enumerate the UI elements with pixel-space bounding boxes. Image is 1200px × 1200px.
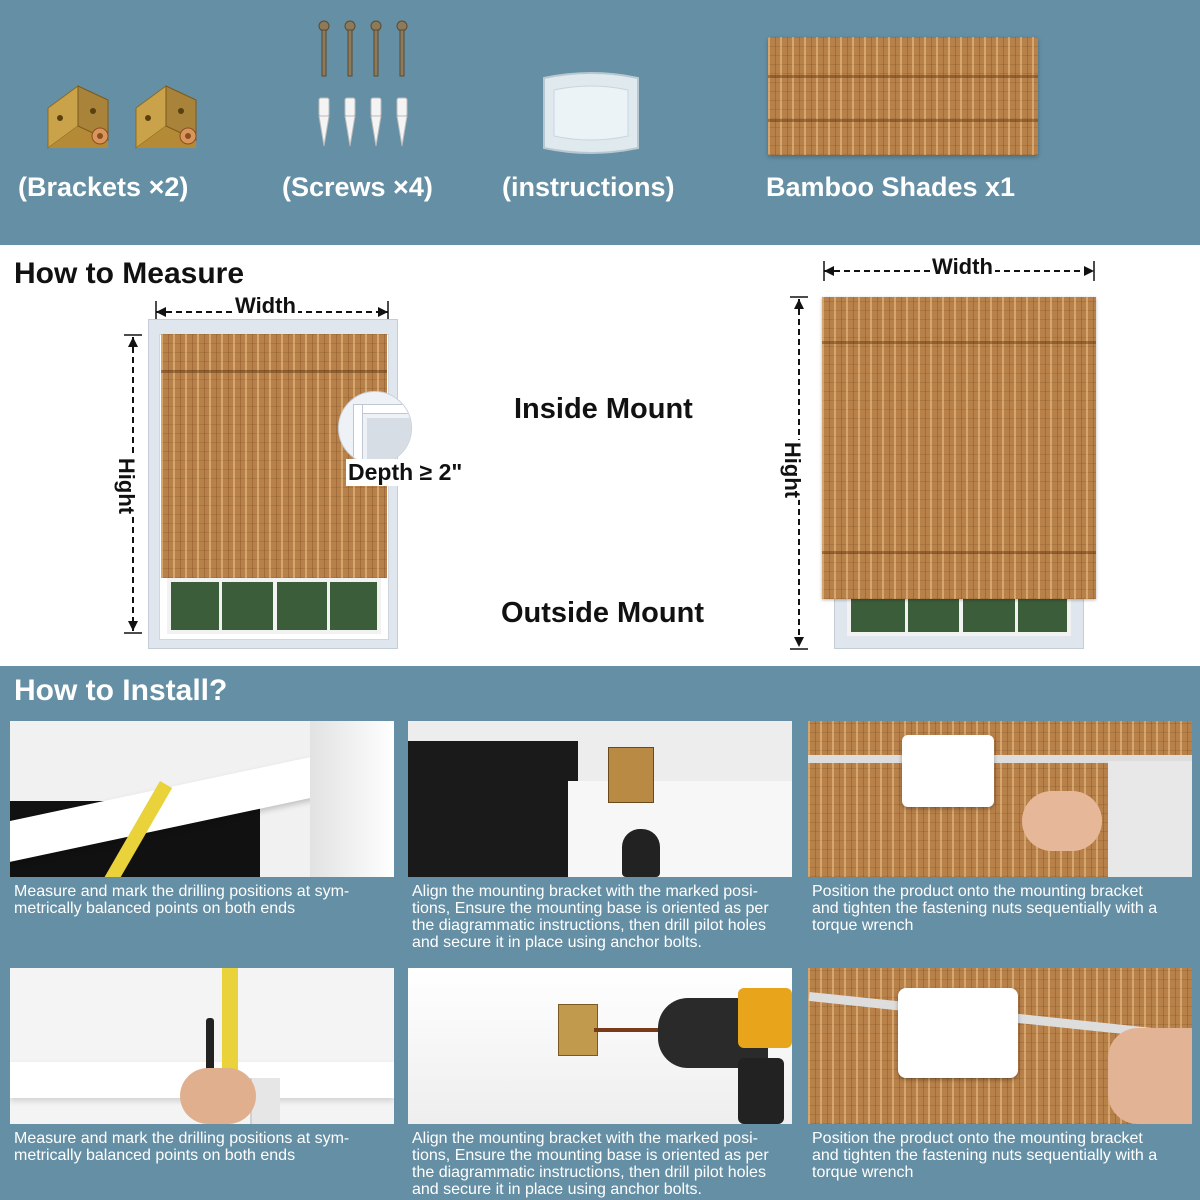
brackets-label: (Brackets ×2) (18, 172, 189, 202)
outside-shade-image (822, 297, 1096, 599)
step-1-caption: Measure and mark the drilling positions at sym- metrically balanced points on both ends (14, 883, 350, 917)
step-2-caption: Align the mounting bracket with the marked posi- tions, Ensure the mounting base is oriented as per the diagrammatic instructions, then drill pilot holes and secure it in place using anchor bolts. (412, 883, 769, 951)
step-6-photo (808, 968, 1192, 1124)
bracket-icon (38, 78, 208, 158)
parts-band (0, 0, 1200, 245)
instructions-label: (instructions) (502, 172, 675, 202)
tape-measure-icon (222, 968, 238, 1078)
inside-height-label: Hight (114, 457, 140, 515)
screws-label: (Screws ×4) (282, 172, 433, 202)
install-title: How to Install? (14, 674, 228, 707)
shade-label: Bamboo Shades x1 (766, 172, 1016, 202)
mount-clip-icon (902, 735, 994, 807)
hand-icon (1022, 791, 1102, 851)
measure-title: How to Measure (14, 257, 245, 290)
screws-icon (312, 20, 417, 150)
outside-width-label: Width (932, 254, 993, 279)
mount-clip-icon (898, 988, 1018, 1078)
step-3-caption: Position the product onto the mounting bracket and tighten the fastening nuts sequentially with a torque wrench (812, 883, 1158, 934)
bracket-icon (608, 747, 654, 803)
outside-mount-label: Outside Mount (501, 597, 704, 629)
hand-icon (1108, 1028, 1192, 1124)
measure-section (0, 245, 1200, 666)
step-5-caption: Align the mounting bracket with the marked posi- tions, Ensure the mounting base is oriented as per the diagrammatic instructions, then drill pilot holes and secure it in place using anchor bolts. (412, 1130, 769, 1198)
hand-icon (180, 1068, 256, 1124)
step-4-photo (10, 968, 394, 1124)
step-2-photo (408, 721, 792, 877)
depth-label: Depth ≥ 2" (348, 459, 463, 485)
step-1-photo (10, 721, 394, 877)
install-section (0, 666, 1200, 1200)
step-4-caption: Measure and mark the drilling positions at sym- metrically balanced points on both ends (14, 1130, 350, 1164)
depth-inset-icon (338, 391, 412, 465)
clear-bracket-icon (538, 68, 644, 158)
inside-width-label: Width (235, 293, 296, 318)
bracket-icon (558, 1004, 598, 1056)
step-5-photo (408, 968, 792, 1124)
step-6-caption: Position the product onto the mounting bracket and tighten the fastening nuts sequentially with a torque wrench (812, 1130, 1158, 1181)
bamboo-shade-image (768, 37, 1038, 155)
inside-mount-label: Inside Mount (514, 393, 693, 425)
outside-height-label: Hight (780, 441, 806, 499)
drill-icon (622, 829, 660, 877)
step-3-photo (808, 721, 1192, 877)
